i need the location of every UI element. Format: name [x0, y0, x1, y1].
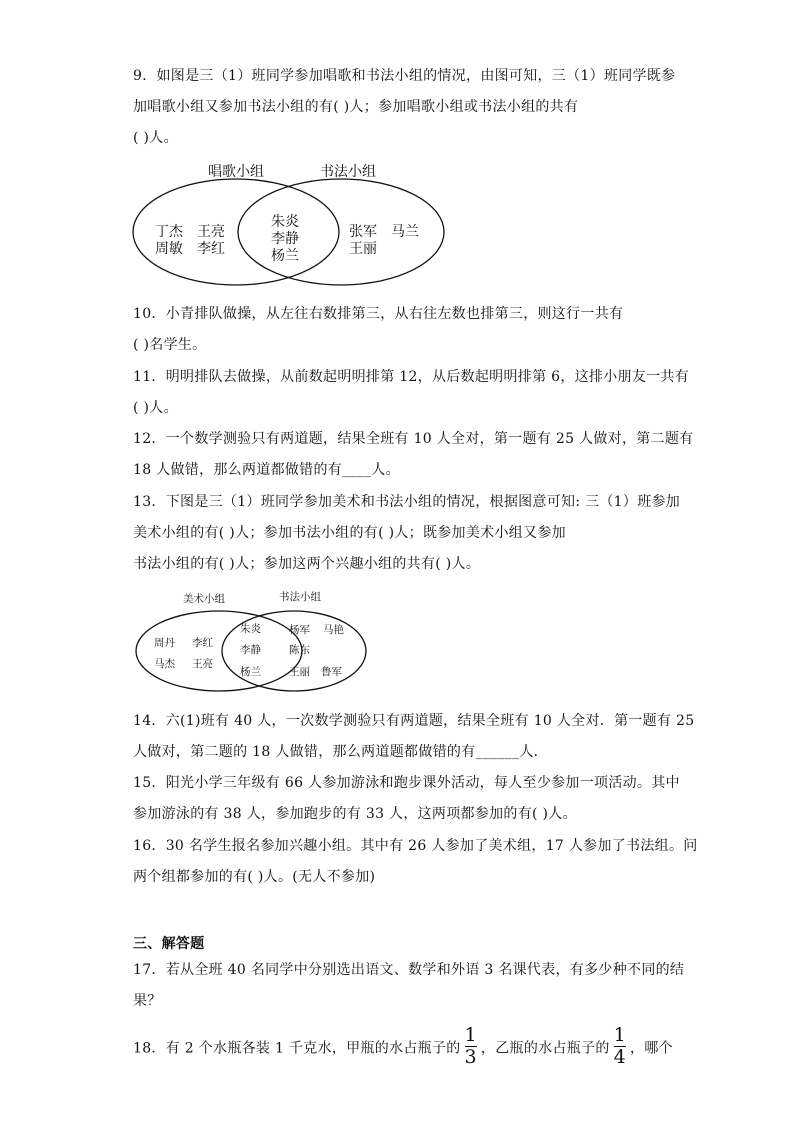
q12-line2: 18 人做错，那么两道都做错的有____人。: [133, 462, 400, 478]
q9-line3: ( )人。: [133, 130, 178, 146]
venn1-name: 朱炎: [271, 214, 299, 230]
q11-line1: 11．明明排队去做操，从前数起明明排第 12，从后数起明明排第 6，这排小朋友一共有: [133, 369, 690, 385]
fraction-one-quarter: [614, 1026, 626, 1067]
venn1-name: 王丽: [349, 241, 377, 257]
fraction-denominator: 3: [464, 1046, 477, 1068]
venn1-left-circle: [133, 179, 339, 285]
fraction-denominator: 4: [613, 1046, 627, 1068]
q9-line1: 9．如图是三（1）班同学参加唱歌和书法小组的情况，由图可知，三（1）班同学既参: [133, 68, 676, 84]
fraction-numerator: 1: [613, 1024, 627, 1046]
q18-text: ，乙瓶的水占瓶子的: [480, 1040, 610, 1057]
venn2-name: 周丹: [154, 637, 175, 649]
venn2-name: 王丽: [289, 666, 310, 678]
q15-line2: 参加游泳的有 38 人，参加跑步的有 33 人，这两项都参加的有( )人。: [133, 806, 577, 822]
q18-text: 18．有 2 个水瓶各装 1 千克水，甲瓶的水占瓶子的: [133, 1040, 461, 1057]
q16-line2: 两个组都参加的有( )人。(无人不参加): [133, 869, 376, 885]
section-title: 三、解答题: [133, 936, 205, 952]
q10-line2: ( )名学生。: [133, 337, 207, 353]
venn2-right-circle: [222, 611, 366, 691]
venn2-name: 王亮: [192, 658, 213, 670]
venn2-name: 杨兰: [240, 666, 261, 678]
venn1-name: 李静: [271, 231, 299, 247]
venn1-name: 张军: [349, 224, 377, 240]
q13-line3: 书法小组的有( )人；参加这两个兴趣小组的共有( )人。: [133, 556, 481, 572]
venn1-name: 王亮: [197, 224, 225, 240]
venn1-name: 李红: [197, 241, 225, 257]
venn1-name: 马兰: [391, 224, 419, 240]
q14-line1: 14．六(1)班有 40 人，一次数学测验只有两道题，结果全班有 10 人全对．第一题有 25: [133, 713, 695, 729]
q10-line1: 10．小青排队做操，从左往右数排第三，从右往左数也排第三，则这行一共有: [133, 306, 624, 322]
q18-text: ，哪个: [630, 1040, 673, 1057]
q15-line1: 15．阳光小学三年级有 66 人参加游泳和跑步课外活动，每人至少参加一项活动。其中: [133, 775, 680, 791]
venn2-name: 李静: [240, 644, 261, 656]
q13-line2: 美术小组的有( )人；参加书法小组的有( )人；既参加美术小组又参加: [133, 525, 566, 541]
venn1-right-title: 书法小组: [320, 164, 376, 180]
q14-line2: 人做对，第二题的 18 人做错，那么两道题都做错的有______人．: [133, 744, 548, 760]
venn2-name: 马杰: [154, 658, 175, 670]
venn2-name: 朱炎: [240, 623, 261, 635]
venn1-left-title: 唱歌小组: [208, 164, 264, 180]
venn2-left-circle: [136, 611, 302, 691]
q13-line1: 13．下图是三（1）班同学参加美术和书法小组的情况，根据图意可知: 三（1）班参加: [133, 494, 681, 510]
venn1-name: 杨兰: [271, 248, 299, 264]
q17-line2: 果？: [133, 993, 162, 1009]
q17-line1: 17．若从全班 40 名同学中分别选出语文、数学和外语 3 名课代表，有多少种不同的结: [133, 962, 685, 978]
fraction-numerator: 1: [464, 1024, 477, 1046]
venn2-name: 杨军: [289, 624, 310, 636]
venn2-name: 李红: [192, 637, 213, 649]
q18-line1: [133, 1024, 673, 1069]
venn2-name: 陈东: [289, 644, 310, 656]
venn1-name: 丁杰: [155, 224, 183, 240]
venn2-name: 马艳: [323, 624, 344, 636]
venn-diagram-singing-calligraphy: [0, 0, 794, 300]
venn2-name: 鲁军: [321, 666, 342, 678]
q12-line1: 12．一个数学测验只有两道题，结果全班有 10 人全对，第一题有 25 人做对，第二题有: [133, 431, 694, 447]
venn1-right-circle: [238, 179, 444, 285]
q9-line2: 加唱歌小组又参加书法小组的有( )人；参加唱歌小组或书法小组的共有: [133, 99, 579, 115]
venn2-right-title: 书法小组: [279, 591, 321, 603]
venn2-left-title: 美术小组: [183, 593, 225, 605]
q11-line2: ( )人。: [133, 400, 178, 416]
q16-line1: 16．30 名学生报名参加兴趣小组。其中有 26 人参加了美术组，17 人参加了书法组。问: [133, 838, 698, 854]
venn1-name: 周敏: [155, 241, 183, 257]
fraction-one-third: [465, 1026, 477, 1067]
